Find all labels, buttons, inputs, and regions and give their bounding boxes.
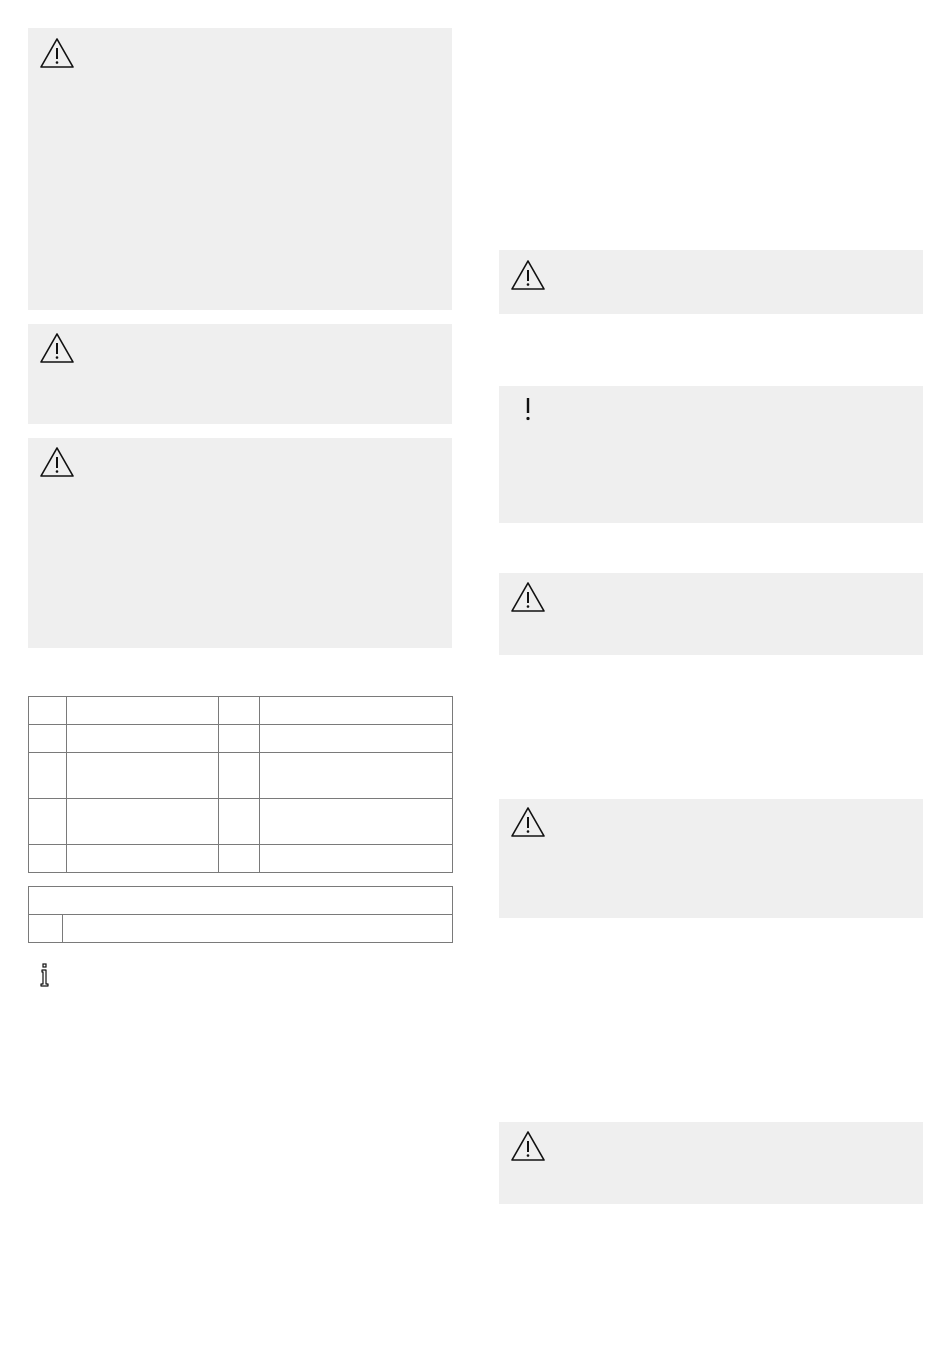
caution-notice-r2 [499,386,923,523]
table-cell [29,915,63,943]
warning-triangle-icon [510,259,546,291]
table-cell [67,799,219,845]
table-row [29,725,453,753]
warning-triangle-icon [510,806,546,838]
warning-triangle-icon [510,581,546,613]
table-cell [67,845,219,873]
warning-notice-2 [28,324,452,424]
table-row [29,799,453,845]
table-cell [67,697,219,725]
table-row [29,697,453,725]
table-cell [29,697,67,725]
table-cell [67,725,219,753]
warning-triangle-icon [510,1130,546,1162]
table-cell [219,753,260,799]
key-table [28,886,453,943]
table-row [29,753,453,799]
table-cell [219,799,260,845]
table-cell [260,753,453,799]
warning-triangle-icon [39,37,75,69]
table-row [29,915,453,943]
table-cell [29,845,67,873]
table-cell [29,725,67,753]
table-cell [260,725,453,753]
table-cell [219,697,260,725]
warning-notice-3 [28,438,452,648]
info-icon [38,962,52,988]
warning-notice-r4 [499,799,923,918]
table-cell [219,725,260,753]
warning-triangle-icon [39,446,75,478]
table-cell [63,915,453,943]
key-table-header [29,887,453,915]
table-cell [29,799,67,845]
table-cell [260,845,453,873]
table-cell [260,799,453,845]
table-cell [67,753,219,799]
warning-notice-r1 [499,250,923,314]
table-cell [260,697,453,725]
exclamation-icon [521,396,535,422]
table-row [29,845,453,873]
warning-notice-r5 [499,1122,923,1204]
warning-notice-r3 [499,573,923,655]
warning-triangle-icon [39,332,75,364]
table-cell [29,753,67,799]
warning-notice-1 [28,28,452,310]
table-header-row [29,887,453,915]
specification-table [28,696,453,873]
info-note [38,962,452,992]
table-cell [219,845,260,873]
